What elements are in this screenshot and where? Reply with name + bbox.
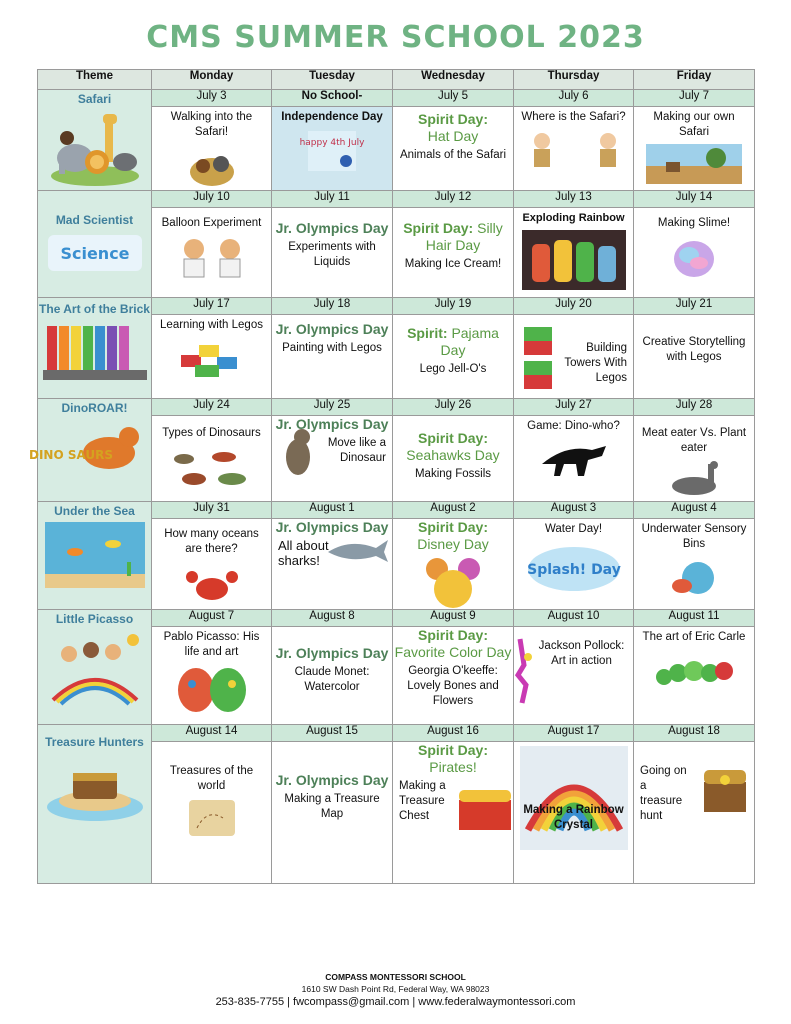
jr-olympics-label: Jr. Olympics Day [275,220,389,236]
date-cell: August 14 [152,725,272,742]
activity-cell [634,627,755,725]
jr-olympics-label: Jr. Olympics Day [275,645,389,661]
activity-cell [272,519,393,610]
activity-text: Painting with Legos [282,342,382,354]
activity-cell [393,208,514,298]
activity-cell [393,627,514,725]
date-cell: July 12 [393,191,514,208]
treasure-chest-illustration [43,753,147,825]
activity-cell [272,315,393,399]
date-cell: July 5 [393,90,514,107]
date-cell: August 2 [393,502,514,519]
date-cell: July 13 [514,191,634,208]
date-cell: July 6 [514,90,634,107]
activity-text: All about sharks! [278,538,329,568]
activity-text: Making a Rainbow Crystal [523,804,624,831]
splash-day-image-text: Splash! Day [526,562,621,578]
page-title: CMS SUMMER SCHOOL 2023 [146,20,645,55]
header-row [38,70,755,90]
date-cell: August 7 [152,610,272,627]
activity-cell [634,208,755,298]
date-row [38,90,755,107]
slime-icon [669,235,719,281]
theme-name: Mad Scientist [55,213,134,227]
activity-text: Learning with Legos [160,319,263,331]
activity-cell [272,627,393,725]
activity-text: Going on a treasure hunt [640,765,687,822]
spirit-day: Spirit Day: Silly Hair Day [403,220,503,253]
date-cell: August 1 [272,502,393,519]
spirit-day: Spirit Day: Seahawks Day [406,430,500,463]
activity-cell [152,627,272,725]
activity-cell [152,315,272,399]
date-cell: July 7 [634,90,755,107]
header-wednesday: Wednesday [393,70,514,90]
theme-cell [38,502,152,610]
explorer-kids-icon [524,129,624,173]
activity-cell [514,742,634,884]
activity-cell [152,208,272,298]
t-rex-icon [276,427,316,487]
activity-text: Move like a Dinosaur [327,437,386,464]
fourth-of-july-image-text: happy 4th July [299,138,365,148]
theme-name: Little Picasso [55,612,134,626]
activity-text: Animals of the Safari [399,149,507,161]
activity-text: Making a Treasure Map [284,793,380,820]
date-cell: August 17 [514,725,634,742]
crab-icon [184,561,240,605]
activity-cell [634,107,755,191]
jr-olympics-label: Jr. Olympics Day [275,321,389,337]
activity-text: Underwater Sensory Bins [641,523,747,550]
activity-cell [514,107,634,191]
date-cell: August 11 [634,610,755,627]
activity-cell [272,742,393,884]
spirit-day: Spirit: Pajama Day [407,325,499,358]
activity-cell [393,742,514,884]
savanna-diorama-icon [646,144,742,184]
date-cell: July 14 [634,191,755,208]
activity-cell [272,107,393,191]
date-cell: August 15 [272,725,393,742]
date-cell: July 17 [152,298,272,315]
theme-name: Under the Sea [54,504,135,518]
activity-cell [272,208,393,298]
activity-cell [272,416,393,502]
jr-olympics-label: Jr. Olympics Day [275,772,389,788]
activity-text: Creative Storytelling with Legos [642,336,746,363]
safari-animals-icon [187,144,237,188]
footer-school-name: COMPASS MONTESSORI SCHOOL [325,972,466,982]
treasure-map-icon [187,798,237,838]
theme-cell [28,399,152,502]
lego-rainbow-illustration [43,320,147,380]
activity-text: Making a Treasure Chest [399,780,446,822]
date-cell: August 3 [514,502,634,519]
activity-text: Independence Day [281,111,383,123]
jr-olympics-label: Jr. Olympics Day [275,416,389,432]
safari-animals-illustration [47,110,143,188]
summer-calendar-table [28,69,755,884]
science-image-text: Science [59,244,130,263]
activity-cell [152,742,272,884]
activity-text: Water Day! [544,523,603,535]
header-theme: Theme [38,70,152,90]
date-row [38,399,755,416]
date-cell: August 9 [393,610,514,627]
date-cell: August 8 [272,610,393,627]
activity-cell [514,519,634,610]
spirit-day: Spirit Day: Favorite Color Day [394,627,512,660]
activity-cell [514,627,634,725]
theme-name: Safari [77,92,112,106]
date-cell: August 4 [634,502,755,519]
activity-text: Claude Monet: Watercolor [294,666,370,693]
theme-name: The Art of the Brick [39,302,150,316]
date-row [38,725,755,742]
date-cell: July 19 [393,298,514,315]
activity-text: Where is the Safari? [521,111,626,123]
hermit-crab-icon [666,556,722,600]
activity-cell [152,107,272,191]
activity-cell [393,519,514,610]
date-row [38,191,755,208]
date-cell: No School- [272,90,393,107]
spirit-day: Spirit Day: Pirates! [417,742,488,775]
date-cell: August 16 [393,725,514,742]
activity-cell [634,519,755,610]
kids-painting-illustration [47,630,143,714]
dino-silhouette-icon [536,438,612,478]
activity-cell [634,742,755,884]
brachiosaurus-icon [654,460,734,500]
date-cell: July 31 [152,502,272,519]
activity-text: Making Ice Cream! [404,258,502,270]
caterpillar-icon [654,649,734,693]
date-cell: July 21 [634,298,755,315]
theme-name: Treasure Hunters [45,735,144,749]
activity-text: Jackson Pollock: Art in action [538,640,625,667]
activity-cell [514,416,634,502]
date-row [38,610,755,627]
under-the-sea-illustration [45,522,145,588]
header-monday: Monday [152,70,272,90]
header-tuesday: Tuesday [272,70,393,90]
activity-cell [393,107,514,191]
activity-cell [514,315,634,399]
date-cell: July 28 [634,399,755,416]
footer-contact: 253-835-7755 | fwcompass@gmail.com | www.federalwaymontessori.com [215,996,576,1008]
header-friday: Friday [634,70,755,90]
shark-icon [326,534,390,568]
jr-olympics-label: Jr. Olympics Day [275,519,389,535]
activity-cell [634,416,755,502]
fourth-of-july-icon [299,129,365,173]
exploding-rainbow-photo [522,230,626,290]
activity-text: Game: Dino-who? [527,420,620,432]
spirit-day: Spirit Day: Hat Day [417,111,488,144]
activity-text: Walking into the Safari! [170,111,253,138]
theme-cell [38,725,152,884]
paint-splatter-icon [514,635,536,707]
date-cell: July 11 [272,191,393,208]
theme-name: DinoROAR! [61,401,128,415]
date-cell: August 10 [514,610,634,627]
activity-text: Types of Dinosaurs [162,427,261,439]
activity-text: Balloon Experiment [161,217,262,229]
activity-text: Making Fossils [414,468,492,480]
activity-text: The art of Eric Carle [642,631,746,643]
date-cell: July 25 [272,399,393,416]
activity-text: Pablo Picasso: His life and art [163,631,260,658]
date-cell: July 20 [514,298,634,315]
activity-text: Making Slime! [657,217,731,229]
header-thursday: Thursday [514,70,634,90]
lego-tower-icon [520,323,560,393]
date-cell: August 18 [634,725,755,742]
date-cell: July 26 [393,399,514,416]
activity-text: Georgia O'keeffe: Lovely Bones and Flowers [407,665,499,707]
footer-address: 1610 SW Dash Point Rd, Federal Way, WA 98023 [301,984,490,994]
date-cell: July 24 [152,399,272,416]
dinosaurs-image-text: DINO SAURS [28,448,113,462]
picasso-masks-icon [174,664,250,716]
activity-text: Experiments with Liquids [288,241,376,268]
activity-cell [152,519,272,610]
activity-cell [634,315,755,399]
activity-text: Treasures of the world [169,765,254,792]
date-cell: July 27 [514,399,634,416]
lego-bricks-icon [177,337,247,379]
date-row [38,502,755,519]
rainbow-crystal-photo [520,746,628,850]
activity-cell [514,208,634,298]
activity-cell [152,416,272,502]
activity-cell [393,315,514,399]
splash-day-icon [524,541,624,595]
activity-text: Meat eater Vs. Plant eater [641,427,747,454]
activity-text: Building Towers With Legos [564,342,627,384]
date-cell: July 3 [152,90,272,107]
activity-text: Lego Jell-O's [419,363,487,375]
spirit-day: Spirit Day: Disney Day [417,519,489,552]
kids-experiment-icon [164,235,260,279]
activity-cell [393,416,514,502]
theme-cell [38,610,152,725]
theme-cell [38,90,152,191]
date-row [38,298,755,315]
treasure-box-icon [700,760,750,816]
mickey-collage-icon [423,557,483,609]
dinosaurs-illustration [28,419,141,485]
dinosaur-types-icon [164,445,260,489]
theme-cell [38,191,152,298]
date-cell: July 10 [152,191,272,208]
activity-text: Exploding Rainbow [522,212,625,224]
treasure-chest-icon [455,784,515,834]
activity-text: Making our own Safari [653,111,735,138]
date-cell: July 18 [272,298,393,315]
theme-cell [38,298,152,399]
science-illustration [46,231,144,275]
activity-text: How many oceans are there? [164,528,259,555]
